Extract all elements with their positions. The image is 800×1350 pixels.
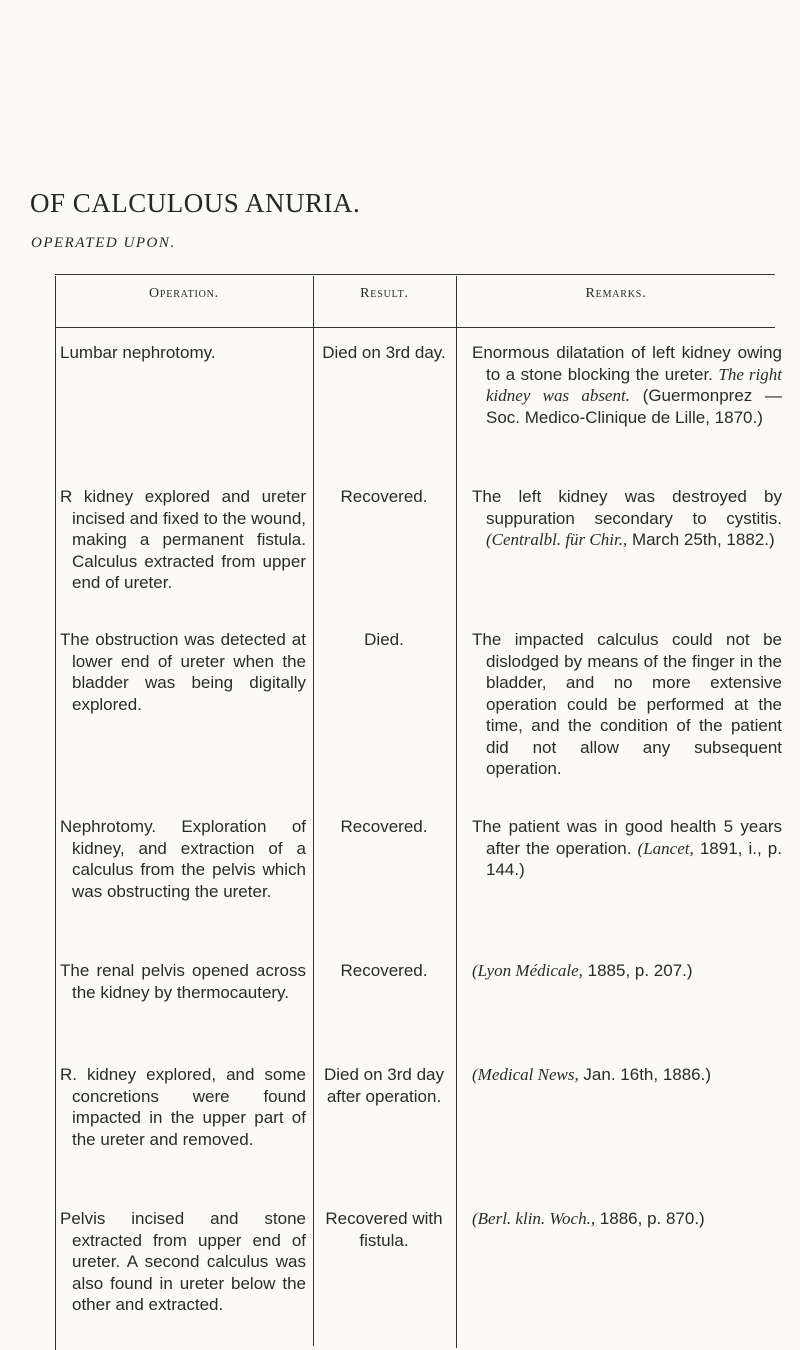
row-4-operation: Nephrotomy. Exploration of kidney, and extraction of a calculus from the pelvis which was obstructing the ureter.: [60, 817, 306, 901]
row-3-remarks: [472, 629, 782, 780]
row-2-result: Recovered.: [340, 487, 428, 506]
row-6-remarks-italic: (Medical News,: [472, 1065, 579, 1084]
row-7-remarks: [472, 1208, 782, 1230]
column-divider-left: [55, 276, 56, 1350]
row-7-remarks-italic: (Berl. klin. Woch.,: [472, 1209, 596, 1228]
row-4-remarks-text: The patient was in good health 5 years after the operation.: [472, 817, 782, 858]
row-6-remarks-citation: Jan. 16th, 1886.): [578, 1065, 712, 1084]
row-5-operation: The renal pelvis opened across the kidney by thermocautery.: [60, 961, 306, 1002]
column-header-operation: Operation.: [149, 286, 219, 301]
row-2-operation: R kidney explored and ureter incised and fixed to the wound, making a permanent fistula. Calculus extracted from upper end of ureter.: [60, 487, 306, 592]
row-5-remarks-italic: (Lyon Médicale,: [472, 961, 583, 980]
row-5-remarks: [472, 960, 782, 982]
column-header-remarks: Remarks.: [585, 286, 647, 301]
row-2-remarks-italic: (Centralbl. für Chir.,: [486, 530, 628, 549]
row-3-operation: The obstruction was detected at lower end of ureter when the bladder was being digitally explored.: [60, 630, 306, 714]
row-5-remarks-citation: 1885, p. 207.): [582, 961, 693, 980]
row-4-remarks-citation: 1891, i., p. 144.): [486, 838, 782, 879]
row-7-remarks-citation: 1886, p. 870.): [595, 1209, 705, 1228]
row-2-remarks-citation: March 25th, 1882.): [627, 530, 775, 549]
row-6-result: Died on 3rd day after operation.: [323, 1065, 445, 1106]
column-divider-right: [456, 276, 457, 1348]
row-6-operation: R. kidney explored, and some concretions were found impacted in the upper part of the ureter and removed.: [60, 1065, 306, 1149]
column-divider-middle: [313, 276, 314, 1346]
table-header-rule: [55, 327, 775, 328]
row-4-remarks-italic: (Lancet,: [637, 838, 694, 858]
row-2-remarks: [472, 486, 782, 551]
row-1-operation: Lumbar nephrotomy.: [60, 343, 216, 362]
row-1-remarks-text: Enormous dilatation of left kidney owing to a stone blocking the ureter.: [472, 343, 782, 384]
page-subtitle: OPERATED UPON.: [31, 235, 176, 251]
row-3-remarks-text: The impacted calculus could not be dislodged by means of the finger in the bladder, and no more extensive operation could be performed at the time, and the condition of the patient did not allow any subsequent operation.: [472, 630, 782, 778]
row-1-remarks-citation: (Guermonprez — Soc. Medico-Clinique de Lille, 1870.): [486, 386, 782, 427]
table-top-rule: [55, 274, 775, 275]
row-3-result: Died.: [364, 630, 404, 649]
row-4-remarks: [472, 816, 782, 881]
row-1-remarks-italic: The right kidney was absent.: [486, 364, 782, 405]
row-6-remarks: [472, 1064, 782, 1086]
row-2-remarks-text: The left kidney was destroyed by suppuration secondary to cystitis.: [472, 487, 782, 528]
row-1-remarks: [472, 342, 782, 428]
page-title: OF CALCULOUS ANURIA.: [30, 188, 361, 218]
row-1-result: Died on 3rd day.: [322, 343, 446, 362]
row-4-result: Recovered.: [340, 817, 428, 836]
row-7-result: Recovered with fistula.: [325, 1209, 443, 1250]
column-header-result: Result.: [360, 286, 409, 301]
row-5-result: Recovered.: [340, 961, 428, 980]
row-7-operation: Pelvis incised and stone extracted from upper end of ureter. A second calculus was also found in ureter below the other and extracted.: [60, 1209, 306, 1314]
